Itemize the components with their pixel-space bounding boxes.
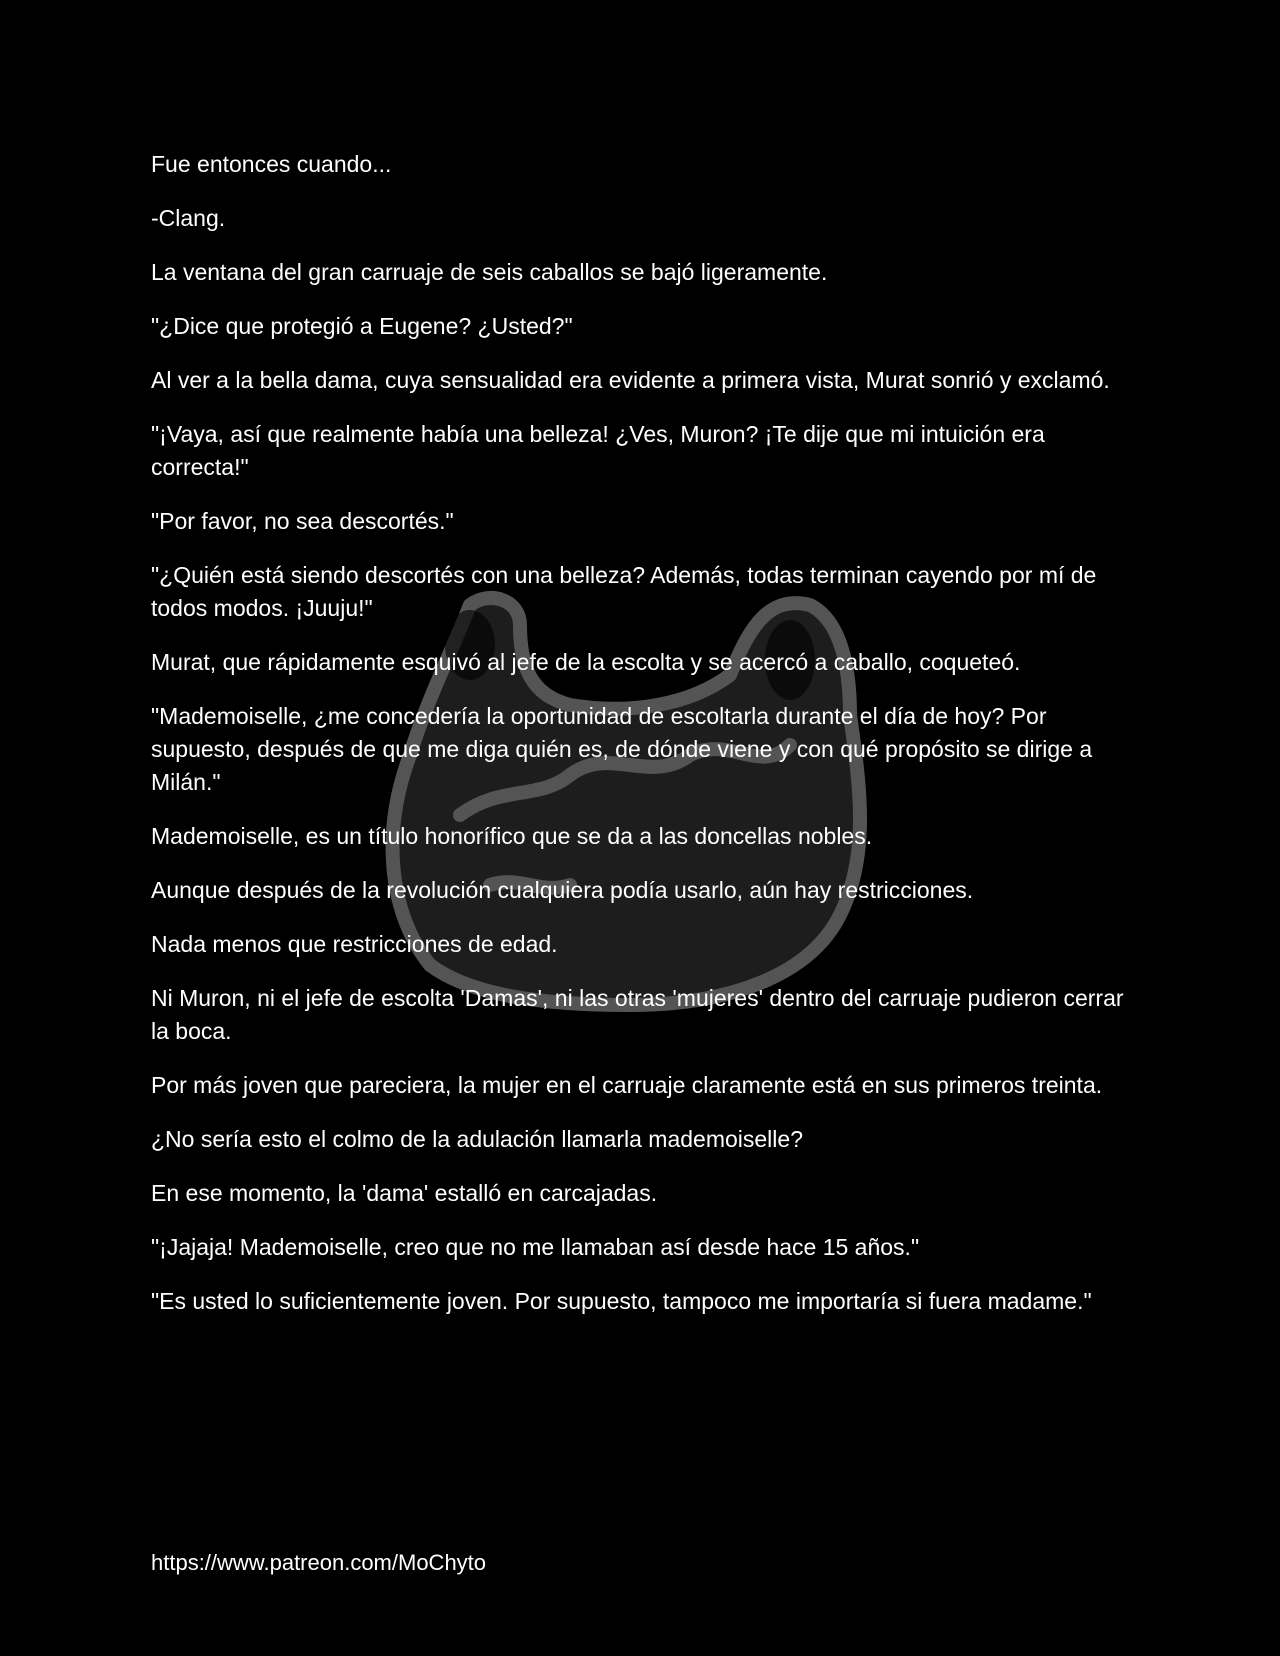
- document-body: [151, 148, 1141, 1339]
- paragraph: Al ver a la bella dama, cuya sensualidad era evidente a primera vista, Murat sonrió y exclamó.: [151, 367, 1110, 393]
- paragraph: Aunque después de la revolución cualquiera podía usarlo, aún hay restricciones.: [151, 877, 974, 903]
- paragraph: Fue entonces cuando...: [151, 151, 392, 177]
- paragraph: En ese momento, la 'dama' estalló en carcajadas.: [151, 1180, 658, 1206]
- paragraph: "¿Quién está siendo descortés con una belleza? Además, todas terminan cayendo por mí de todos modos. ¡Juuju!": [151, 562, 1097, 621]
- paragraph: Por más joven que pareciera, la mujer en el carruaje claramente está en sus primeros treinta.: [151, 1072, 1103, 1098]
- paragraph: "Es usted lo suficientemente joven. Por supuesto, tampoco me importaría si fuera madame.": [151, 1288, 1092, 1314]
- paragraph: "Por favor, no sea descortés.": [151, 508, 454, 534]
- paragraph: ¿No sería esto el colmo de la adulación llamarla mademoiselle?: [151, 1126, 803, 1152]
- paragraph: "¿Dice que protegió a Eugene? ¿Usted?": [151, 313, 573, 339]
- paragraph: "Mademoiselle, ¿me concedería la oportunidad de escoltarla durante el día de hoy? Por supuesto, después de que me diga quién es, de dónde viene y con qué propósito se dirige a Milán.": [151, 703, 1093, 795]
- paragraph: Murat, que rápidamente esquivó al jefe de la escolta y se acercó a caballo, coqueteó.: [151, 649, 1021, 675]
- paragraph: Ni Muron, ni el jefe de escolta 'Damas', ni las otras 'mujeres' dentro del carruaje pudieron cerrar la boca.: [151, 985, 1124, 1044]
- paragraph: Mademoiselle, es un título honorífico que se da a las doncellas nobles.: [151, 823, 873, 849]
- paragraph: "¡Jajaja! Mademoiselle, creo que no me llamaban así desde hace 15 años.": [151, 1234, 920, 1260]
- paragraph: La ventana del gran carruaje de seis caballos se bajó ligeramente.: [151, 259, 828, 285]
- paragraph: "¡Vaya, así que realmente había una belleza! ¿Ves, Muron? ¡Te dije que mi intuición era correcta!": [151, 421, 1045, 480]
- patreon-link[interactable]: https://www.patreon.com/MoChyto: [151, 1550, 487, 1575]
- paragraph: Nada menos que restricciones de edad.: [151, 931, 558, 957]
- paragraph: -Clang.: [151, 205, 226, 231]
